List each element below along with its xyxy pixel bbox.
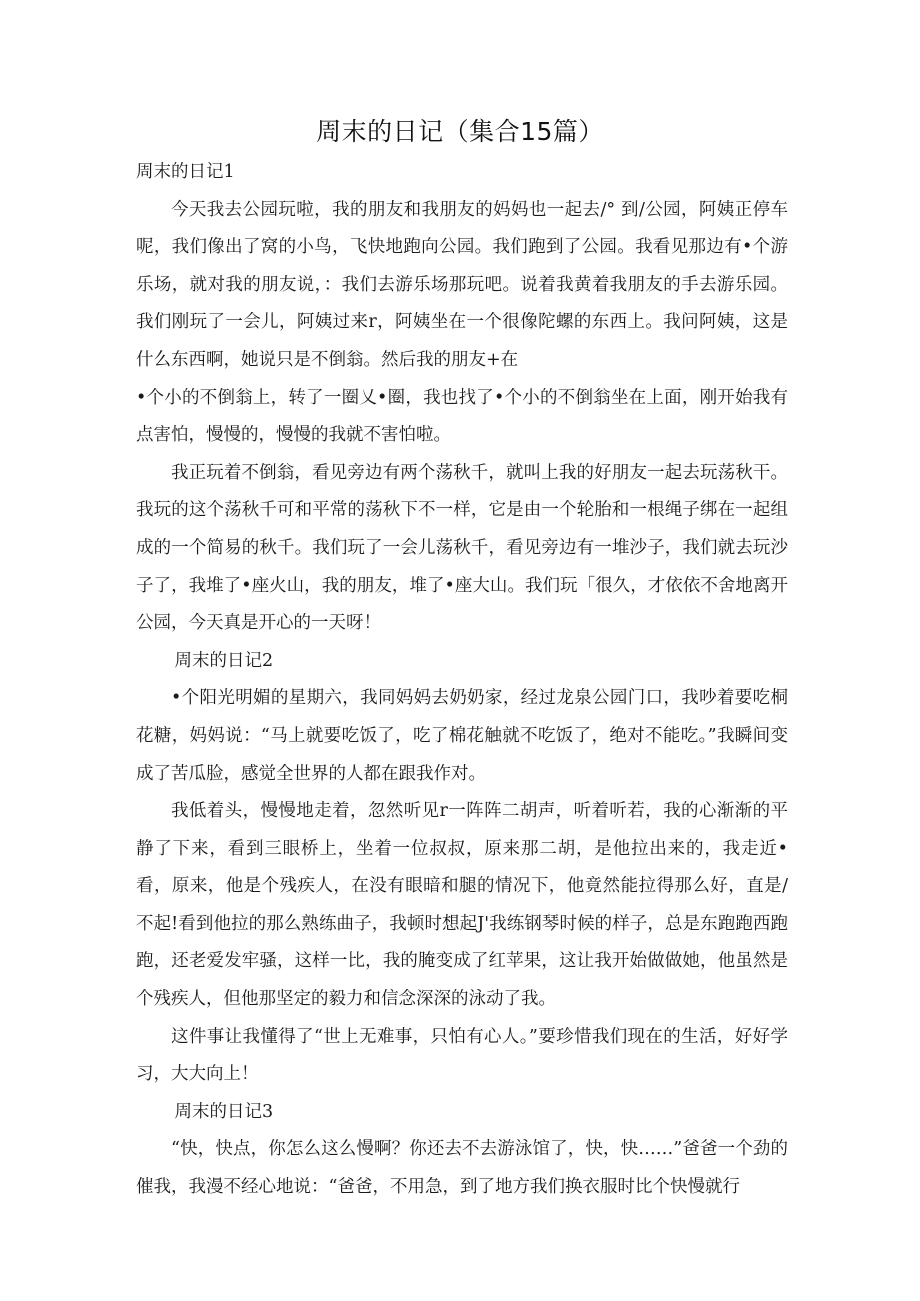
document-body bbox=[136, 154, 788, 1207]
section-heading-2: 周末的日记2 bbox=[174, 650, 274, 671]
section-heading-1: 周末的日记1 bbox=[136, 162, 235, 182]
paragraph: 今天我去公园玩啦，我的朋友和我朋友的妈妈也一起去/° 到/公园，阿姨正停车呢，我们像出了窝的小鸟，飞快地跑向公园。我们跑到了公园。我看见那边有•个游乐场，就对我的朋友说，：我们去游乐场那玩吧。说着我黄着我朋友的手去游乐园。我们刚玩了一会儿，阿姨过来r，阿姨坐在一个很像陀螺的东西上。我问阿姨，这是什么东西啊，她说只是不倒翁。然后我的朋友+在 bbox=[136, 199, 788, 370]
paragraph: “快，快点，你怎么这么慢啊？你还去不去游泳馆了，快，快……”爸爸一个劲的催我，我漫不经心地说：“爸爸，不用急，到了地方我们换衣服时比个快慢就行 bbox=[136, 1139, 788, 1198]
paragraph: 我正玩着不倒翁，看见旁边有两个荡秋千，就叫上我的好朋友一起去玩荡秋干。我玩的这个荡秋千可和平常的荡秋下不一样，它是由一个轮胎和一根绳子绑在一起组成的一个简易的秋千。我们玩了一会儿荡秋千，看见旁边有一堆沙子，我们就去玩沙子了，我堆了•座火山，我的朋友，堆了•座大山。我们玩「很久，才依依不舍地离开公园，今天真是开心的一天呀！ bbox=[136, 462, 788, 634]
document-title: 周末的日记（集合15篇） bbox=[316, 117, 604, 146]
paragraph: 这件事让我懂得了“世上无难事，只怕有心人。”要珍惜我们现在的生活，好好学习，大大向上！ bbox=[136, 1026, 788, 1085]
paragraph: •个小的不倒翁上，转了一圈乂•圈，我也找了•个小的不倒翁坐在上面，刚开始我有点害怕，慢慢的，慢慢的我就不害怕啦。 bbox=[136, 387, 788, 446]
paragraph: 我低着头，慢慢地走着，忽然听见r一阵阵二胡声，听着听若，我的心渐渐的平静了下来，看到三眼桥上，坐着一位叔叔，原来那二胡，是他拉出来的，我走近•看，原来，他是个残疾人，在没有眼暗和腿的情况下，他竟然能拉得那么好，直是/不起!看到他拉的那么熟练曲子，我顿时想起J'我练钢琴时候的样子，总是东跑跑西跑跑，还老爱发牢骚，这样一比，我的腌变成了红苹果，这让我开始做做她，他虽然是个残疾人，但他那坚定的毅力和信念深深的泳动了我。 bbox=[136, 801, 788, 1010]
section-heading-3: 周末的日记3 bbox=[174, 1101, 274, 1122]
paragraph: •个阳光明媚的星期六，我同妈妈去奶奶家，经过龙泉公园门口，我吵着要吃桐花糖，妈妈说：“马上就要吃饭了，吃了棉花触就不吃饭了，绝对不能吃。”我瞬间变成了苦瓜脸，感觉全世界的人都在跟我作对。 bbox=[136, 688, 788, 784]
